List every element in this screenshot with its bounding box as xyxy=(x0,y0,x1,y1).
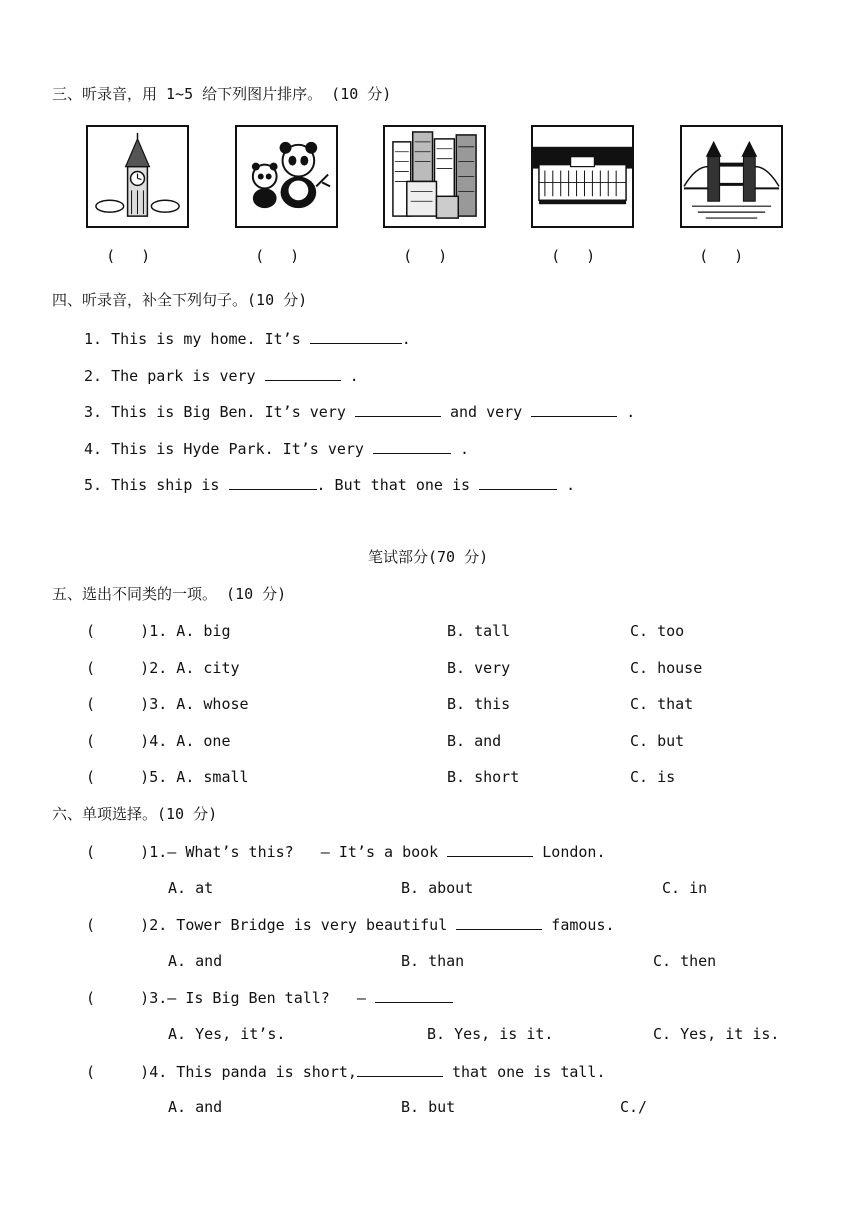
answer-blank[interactable] xyxy=(355,402,441,417)
section6-heading: 六、单项选择。(10 分) xyxy=(52,805,218,823)
q4-option-c[interactable]: C./ xyxy=(620,1098,648,1116)
question-text: London. xyxy=(533,843,606,861)
question-text: ( )2. Tower Bridge is very beautiful xyxy=(86,916,457,934)
q4-option-b[interactable]: B. but xyxy=(401,1098,456,1116)
q4-option-a[interactable]: A. and xyxy=(168,1098,223,1116)
city-buildings-icon xyxy=(385,127,484,226)
sentence-text: 1. This is my home. It’s xyxy=(84,330,310,348)
q2-option-b[interactable]: B. than xyxy=(401,952,465,970)
sentence-text: . xyxy=(401,330,411,348)
choice-row-1-stem: ( )1. A. big xyxy=(86,622,231,640)
answer-blank[interactable] xyxy=(265,366,341,381)
choice-row-2-c[interactable]: C. house xyxy=(630,659,703,677)
choice-row-4-c[interactable]: C. but xyxy=(630,732,685,750)
choice-row-2-b[interactable]: B. very xyxy=(447,659,511,677)
q1-option-a[interactable]: A. at xyxy=(168,879,214,897)
fill-sentence-5 xyxy=(84,475,575,494)
question-4 xyxy=(86,1062,606,1081)
choice-row-1-c[interactable]: C. too xyxy=(630,622,685,640)
choice-row-3-b[interactable]: B. this xyxy=(447,695,511,713)
fill-sentence-4 xyxy=(84,439,469,458)
choice-row-3-c[interactable]: C. that xyxy=(630,695,694,713)
picture-palace xyxy=(531,125,634,228)
q1-option-c[interactable]: C. in xyxy=(662,879,708,897)
q2-option-c[interactable]: C. then xyxy=(653,952,717,970)
big-ben-icon xyxy=(88,127,187,226)
fill-sentence-3 xyxy=(84,402,635,421)
q2-option-a[interactable]: A. and xyxy=(168,952,223,970)
choice-row-4-b[interactable]: B. and xyxy=(447,732,502,750)
answer-blank[interactable] xyxy=(531,402,617,417)
answer-blank[interactable] xyxy=(447,842,533,857)
answer-blank[interactable] xyxy=(357,1062,443,1077)
answer-blank[interactable] xyxy=(229,475,317,490)
q3-option-b[interactable]: B. Yes, is it. xyxy=(427,1025,554,1043)
question-text: ( )4. This panda is short, xyxy=(86,1063,357,1081)
q1-option-b[interactable]: B. about xyxy=(401,879,474,897)
sentence-text: . xyxy=(340,367,359,385)
written-part-title: 笔试部分(70 分) xyxy=(368,548,489,566)
choice-row-4-stem: ( )4. A. one xyxy=(86,732,231,750)
choice-row-2-stem: ( )2. A. city xyxy=(86,659,240,677)
answer-blank[interactable] xyxy=(456,915,542,930)
tower-bridge-icon xyxy=(682,127,781,226)
section4-heading: 四、听录音，补全下列句子。(10 分) xyxy=(52,291,308,309)
fill-sentence-2 xyxy=(84,366,359,385)
section5-heading: 五、选出不同类的一项。 (10 分) xyxy=(52,585,287,603)
question-3 xyxy=(86,988,453,1007)
sentence-text: and very xyxy=(440,403,532,421)
panda-icon xyxy=(237,127,336,226)
choice-row-3-stem: ( )3. A. whose xyxy=(86,695,249,713)
answer-paren-5[interactable]: ( ) xyxy=(701,247,742,265)
picture-panda xyxy=(235,125,338,228)
section3-heading: 三、听录音，用 1~5 给下列图片排序。 (10 分) xyxy=(52,85,392,103)
choice-row-1-b[interactable]: B. tall xyxy=(447,622,511,640)
answer-blank[interactable] xyxy=(373,439,451,454)
answer-blank[interactable] xyxy=(310,329,402,344)
q3-option-c[interactable]: C. Yes, it is. xyxy=(653,1025,780,1043)
answer-blank[interactable] xyxy=(375,988,453,1003)
choice-row-5-b[interactable]: B. short xyxy=(447,768,520,786)
answer-paren-1[interactable]: ( ) xyxy=(108,247,149,265)
question-text: famous. xyxy=(542,916,615,934)
answer-paren-4[interactable]: ( ) xyxy=(553,247,594,265)
sentence-text: . But that one is xyxy=(316,476,480,494)
picture-city xyxy=(383,125,486,228)
sentence-text: . xyxy=(450,440,470,458)
question-1 xyxy=(86,842,605,861)
sentence-text: . xyxy=(617,403,636,421)
fill-sentence-1 xyxy=(84,329,411,348)
choice-row-5-stem: ( )5. A. small xyxy=(86,768,249,786)
picture-tower-bridge xyxy=(680,125,783,228)
palace-icon xyxy=(533,127,632,226)
sentence-text: 2. The park is very xyxy=(84,367,265,385)
choice-row-5-c[interactable]: C. is xyxy=(630,768,676,786)
question-text: ( )1.— What’s this? — It’s a book xyxy=(86,843,448,861)
sentence-text: 3. This is Big Ben. It’s very xyxy=(84,403,355,421)
q3-option-a[interactable]: A. Yes, it’s. xyxy=(168,1025,286,1043)
picture-big-ben xyxy=(86,125,189,228)
question-text: that one is tall. xyxy=(442,1063,606,1081)
answer-paren-2[interactable]: ( ) xyxy=(257,247,298,265)
sentence-text: . xyxy=(557,476,576,494)
sentence-text: 4. This is Hyde Park. It’s very xyxy=(84,440,373,458)
answer-blank[interactable] xyxy=(479,475,557,490)
question-text: ( )3.— Is Big Ben tall? — xyxy=(86,989,375,1007)
sentence-text: 5. This ship is xyxy=(84,476,229,494)
answer-paren-3[interactable]: ( ) xyxy=(405,247,446,265)
question-2 xyxy=(86,915,615,934)
